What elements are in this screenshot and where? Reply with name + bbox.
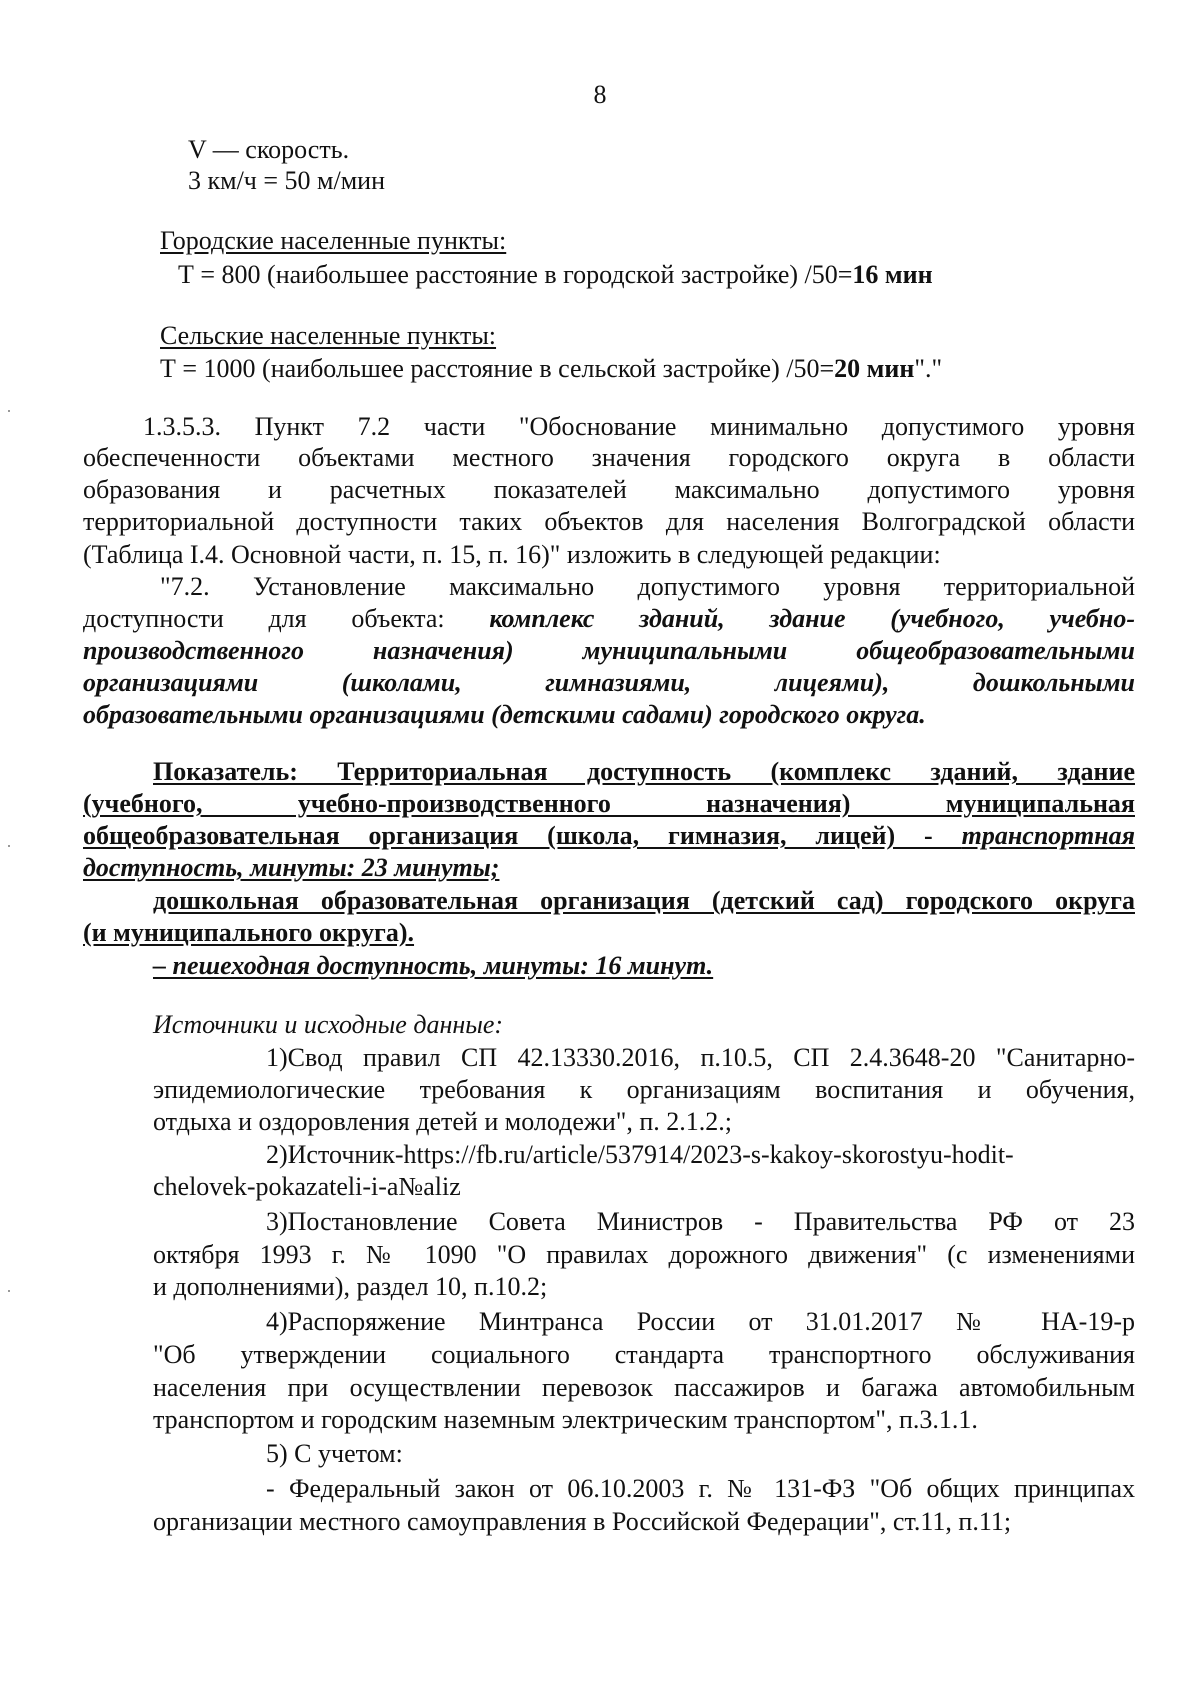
rural-calculation: [160, 354, 942, 384]
section-72-line: производственного назначения) муниципальными общеобразовательными: [83, 636, 1135, 665]
indicator-line: Показатель: Территориальная доступность (комплекс зданий, здание: [153, 757, 1135, 786]
source-line: - Федеральный закон от 06.10.2003 г. № 131-ФЗ "Об общих принципах: [266, 1474, 1135, 1503]
indicator-line: (и муниципального округа).: [83, 918, 415, 947]
amendment-line: обеспеченности объектами местного значения городского округа в области: [83, 443, 1135, 472]
source-line: октября 1993 г. № 1090 "О правилах дорожного движения" (с изменениями: [153, 1240, 1135, 1269]
sources-heading: Источники и исходные данные:: [153, 1010, 504, 1039]
source-line: 2)Источник-https://fb.ru/article/537914/2023-s-kakoy-skorostyu-hodit-: [266, 1140, 1014, 1169]
section-72-line: организациями (школами, гимназиями, лицеями), дошкольными: [83, 668, 1135, 697]
source-line: организации местного самоуправления в Российской Федерации", ст.11, п.11;: [153, 1507, 1012, 1536]
indicator-line: (учебного, учебно-производственного назначения) муниципальная: [83, 789, 1135, 818]
section-72-emphasis: комплекс зданий, здание (учебного, учебно-: [489, 604, 1135, 633]
speed-conversion: 3 км/ч = 50 м/мин: [188, 166, 386, 195]
scan-speck: [8, 1290, 10, 1292]
rural-heading: Сельские населенные пункты:: [160, 321, 497, 350]
indicator-bold: общеобразовательная организация (школа, гимназия, лицей) -: [83, 821, 962, 850]
amendment-line: 1.3.5.3. Пункт 7.2 части "Обоснование минимально допустимого уровня: [143, 412, 1135, 441]
indicator-line: – пешеходная доступность, минуты: 16 минут.: [153, 951, 714, 980]
source-line: "Об утверждении социального стандарта транспортного обслуживания: [153, 1340, 1135, 1369]
source-line: населения при осуществлении перевозок пассажиров и багажа автомобильным: [153, 1373, 1135, 1402]
urban-calculation: [178, 260, 933, 290]
source-line: эпидемиологические требования к организациям воспитания и обучения,: [153, 1075, 1135, 1104]
rural-end: ".": [914, 354, 943, 383]
source-line: 1)Свод правил СП 42.13330.2016, п.10.5, СП 2.4.3648-20 "Санитарно-: [266, 1043, 1135, 1072]
source-line: 4)Распоряжение Минтранса России от 31.01.2017 № НА-19-р: [266, 1307, 1135, 1336]
amendment-line: территориальной доступности таких объектов для населения Волгоградской области: [83, 507, 1135, 536]
scan-speck: [8, 845, 10, 847]
indicator-line: дошкольная образовательная организация (детский сад) городского округа: [153, 886, 1135, 915]
source-line: chelovek-pokazateli-i-a№aliz: [153, 1172, 461, 1201]
rural-calc-text: Т = 1000 (наибольшее расстояние в сельской застройке) /50=: [160, 354, 835, 383]
section-72-line: "7.2. Установление максимально допустимого уровня территориальной: [160, 572, 1135, 601]
velocity-definition: V — скорость.: [188, 135, 350, 164]
source-line: 3)Постановление Совета Министров - Правительства РФ от 23: [266, 1207, 1135, 1236]
urban-calc-text: Т = 800 (наибольшее расстояние в городской застройке) /50=: [178, 260, 853, 289]
indicator-line: доступность, минуты: 23 минуты;: [83, 853, 500, 882]
source-line: 5) С учетом:: [266, 1439, 403, 1468]
source-line: и дополнениями), раздел 10, п.10.2;: [153, 1272, 548, 1301]
source-line: транспортом и городским наземным электрическим транспортом", п.3.1.1.: [153, 1405, 978, 1434]
section-72-line: [83, 604, 1135, 634]
urban-result: 16 мин: [852, 260, 933, 289]
amendment-line: образования и расчетных показателей максимально допустимого уровня: [83, 475, 1135, 504]
urban-heading: Городские населенные пункты:: [160, 226, 507, 255]
amendment-line: (Таблица I.4. Основной части, п. 15, п. 16)" изложить в следующей редакции:: [83, 540, 941, 569]
indicator-line: [83, 821, 1135, 851]
rural-result: 20 мин: [834, 354, 915, 383]
indicator-emphasis: транспортная: [961, 821, 1135, 850]
section-72-line: образовательными организациями (детскими садами) городского округа.: [83, 700, 926, 729]
source-line: отдыха и оздоровления детей и молодежи", п. 2.1.2.;: [153, 1107, 732, 1136]
section-72-normal: доступности для объекта:: [83, 604, 490, 633]
page-number: 8: [593, 80, 607, 109]
scan-speck: [8, 410, 10, 412]
